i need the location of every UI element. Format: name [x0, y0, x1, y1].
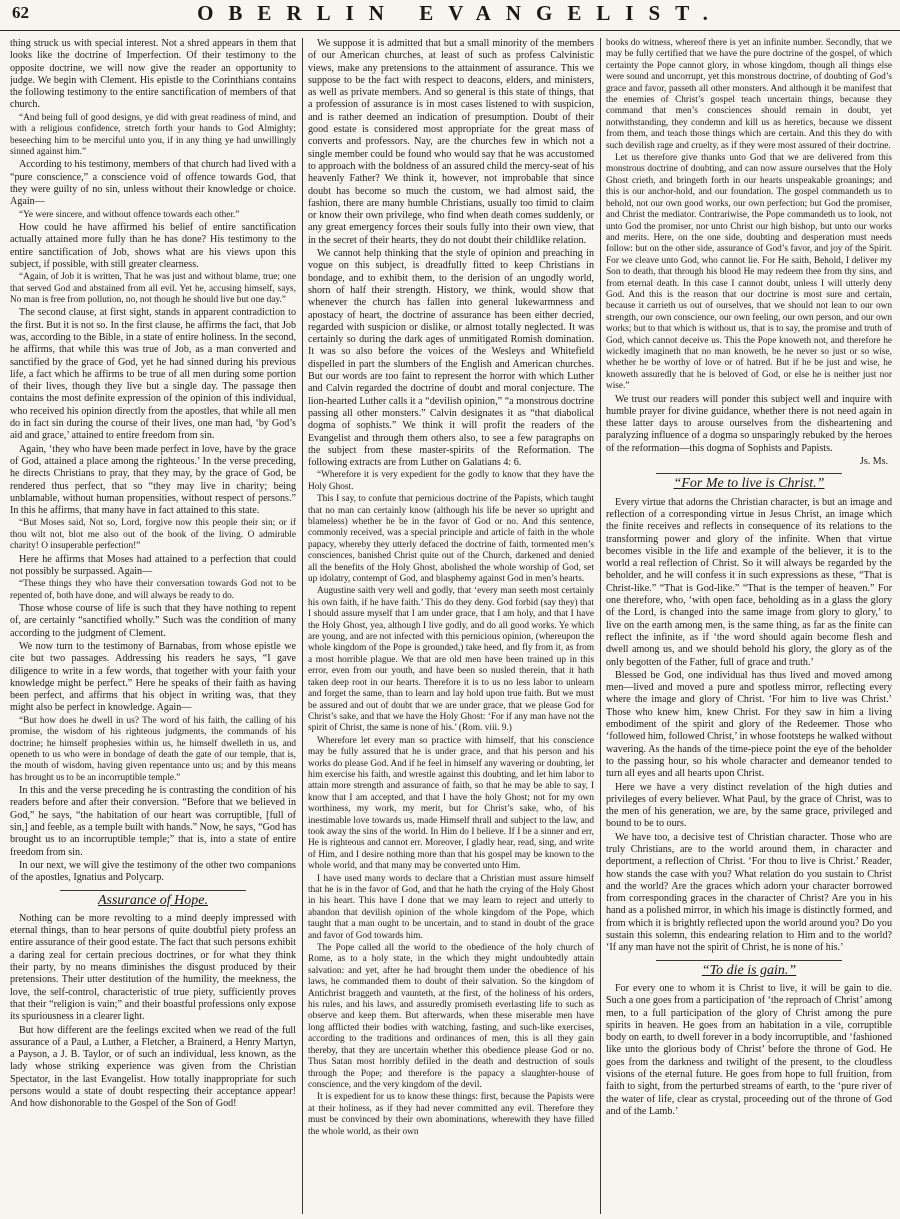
paragraph: For every one to whom it is Christ to live, it will be gain to die. Such a one goes from a participation of ‘the reproach of Christ’ among men, to a full participation of the glory of Christ among the pure spirits in heaven. He goes from an habitation in a vile, corruptible body on earth, to dwell forever in a body incorruptible, and ‘fashioned like unto the glorious body of Christ’ before the throne of God. He goes from the darkness and twilight of the present, to the cloudless visions of the eternal future. He goes from hope to full fruition, from faith to sight, from the perturbed streams of earth, to the ‘pure river of the water of life, clear as crystal, proceeding out of the throne of God and of the Lamb.’ — [606, 982, 892, 1117]
quotation: “But Moses said, Not so, Lord, forgive now this people their sin; or if thou wilt not, blot me also out of the book of the living. O admirable charity! O insuperable perfection!” — [10, 518, 296, 552]
quotation: The Pope called all the world to the obedience of the holy church of Rome, as to a holy state, in the which they might undoubtedly attain salvation: and yet, after he had brought them under the obedience of his laws, he commanded them to doubt of their salvation. So the kingdom of Antichrist braggeth and vaunteth, at the first, of the holiness of his orders, his rules, and his laws, and assuredly promiseth everlasting life to such as observe and keep them. But afterwards, when these miserable men have long afflicted their bodies with watching, fasting, and such-like exercises, according to the traditions and ordinances of men, this is all they gain thereby, that they are uncertain whether this obedience please God or no. Thus Satan most horribly defiled in the death and destruction of souls through the Pope; and therefore is the papacy a slaughter-house of conscience, and the very kingdom of the devil. — [308, 943, 594, 1090]
quotation: This I say, to confute that pernicious doctrine of the Papists, which taught that no man can certainly know (although his life be never so upright and blameless) whether he be in the favor of God or no. And this sentence, commonly received, was a special principle and article of faith in the whole papacy, whereby they utterly defaced the doctrine of faith, tormented men’s consciences, banished Christ quite out of the Church, darkened and denied all the benefits of the Holy Ghost, abolished the whole worship of God, set up idolatry, contempt of God, and blasphemy against God in men’s hearts. — [308, 494, 594, 585]
quotation: “Wherefore it is very expedient for the godly to know that they have the Holy Ghost. — [308, 470, 594, 492]
paragraph: In this and the verse preceding he is contrasting the condition of his readers before and after their conversion. “Before that we believed in God,” he says, “the habitation of our heart was corruptible, [full of sin,] and feeble, as a temple built with hands.” Now, he says, “God has brought us to an incorruptible temple;” that is, into a state of entire freedom from sin. — [10, 785, 296, 858]
quotation: “But how does he dwell in us? The word of his faith, the calling of his promise, the wisdom of his righteous judgments, the commands of his doctrine; he himself prophesies within us, he himself dwelleth in us, and openeth to us who were in bondage of death the gate of our temple, that is, the mouth of wisdom, having given repentance unto us; and by this means has brought us to be an incorruptible temple.” — [10, 715, 296, 783]
quotation: I have used many words to declare that a Christian must assure himself that he is in the favor of God, and that he hath the crying of the Holy Ghost in his heart. This have I done that we may learn to reject and utterly to abandon that devilish opinion of the whole kingdom of the Pope, which taught that a man ought to be uncertain, and to stand in doubt of the grace and favor of God towards him. — [308, 873, 594, 941]
page-number: 62 — [12, 3, 29, 22]
quotation: Augustine saith very well and godly, that ‘every man seeth most certainly his own faith, if he have faith.’ This do they deny. God forbid (say they) that I should assure myself that I am under grace, that I am holy, and that I have the Holy Ghost, yea, although I live godly, and do all good works. Ye which are young, and are not infected with this pernicious opinion, (whereupon the whole kingdom of the Pope is grounded,) take heed, and fly from it, as from a most horrible plague. We that are old men have been trained up in this error, even from our youth, and have been so nusled therein, that it hath taken deep root in our hearts. Therefore it is to us no less labor to unlearn and forget the same, than to learn and lay hold upon true faith. But we must be assured and out of doubt that we are under grace, that we please God for Christ’s sake, and that we have the Holy Ghost: ‘For if any man have not the spirit of Christ, the same is none of his.’ (Rom. viii. 9.) — [308, 586, 594, 734]
column-rule — [302, 38, 303, 1214]
paragraph: In our next, we will give the testimony of the other two companions of the apostles, Ignatius and Polycarp. — [10, 859, 296, 884]
paragraph: Here we have a very distinct revelation of the high duties and privileges of every believer. What Paul, by the grace of Christ, was to the men of his generation, we are, by the same grace, privileged and bound to be to ours. — [606, 781, 892, 830]
quotation: “And being full of good designs, ye did with great readiness of mind, and with a religious confidence, stretch forth your hands to God Almighty; beseeching him to be merciful unto you, if in any thing ye had unwillingly sinned against him.” — [10, 112, 296, 157]
column-rule — [600, 38, 601, 1214]
article-heading-to-live: “For Me to live is Christ.” — [673, 476, 825, 492]
paragraph: The second clause, at first sight, stands in apparent contradiction to the first. But it is not so. In the first clause, he affirms the fact, that Job was, according to the Bible, in a state of entire holiness. In the second, he affirms, that while this was true of Job, as a man converted and sanctified by the grace of God, yet he had sinned during his previous life, a fact which he affirms to be true of all men during some portion of their lives, though they live but a single day. The passage then contains the most definite expression of the opinion of this individual, who received his opinion directly from the apostles, that while all men do in fact sin during the course of their lives, one man had, ‘by God’s aid and grace,’ attained to entire freedom from sin. — [10, 307, 296, 442]
article-heading-to-die: “To die is gain.” — [701, 962, 797, 978]
quotation: books do witness, whereof there is yet an infinite number. Secondly, that we may be fully certified that we have the pure doctrine of the gospel, of which certainty the Pope cannot glory, in whose kingdom, though all things else were sound and uncorrupt, yet this monstrous doctrine, of doubting of God’s grace and favor, passeth all other monsters. And although it be manifest that the enemies of Christ’s gospel teach uncertain things, because they command that men’s consciences should remain in doubt, yet notwithstanding, they condemn and kill us as heretics, because we dissent from them, and teach those things which are certain. And this they do with such devilish rage and cruelty, as if they were most assured of their doctrine. — [606, 38, 892, 151]
paragraph: We trust our readers will ponder this subject well and inquire with humble prayer for divine guidance, whether there is not need again in these latter days to arouse ourselves from the disheartening and paralyzing influence of a dogma so unsparingly rebuked by the heroes of the reformation—this dogma of Sophists and Papists. — [606, 393, 892, 454]
paragraph: We now turn to the testimony of Barnabas, from whose epistle we cite but two passages. Addressing his readers he says, “I gave diligence to write in a few words, that together with your faith your knowledge might be perfect.” Here he speaks of their faith as having been perfect, and affirms that his object in writing was, that they might also be perfect in knowledge. Again— — [10, 640, 296, 714]
paragraph: We cannot help thinking that the style of opinion and preaching in vogue on this subject, is dreadfully fitted to keep Christians in bondage, and to exhibit them, to the derision of an ungodly world, shorn of half their strength. History, we think, would show that whenever the church has fallen into general lukewarmness and apostacy of heart, the doctrine of assurance has been either decried, regarded with suspicion or dislike, or almost totally neglected. It was certainly so during the dark ages of unmitigated Romish domination. It was so also before the voices of the Wesleys and Whitefield dispelled in part the slumbers of the English and American churches. But our words are too faint to represent the horror with which Luther and Calvin regarded the doctrine of doubt and moral conjecture. The lion-hearted Luther calls it a “devilish opinion,” “a monstrous doctrine passing all other monsters.” Calvin designates it as “that diabolical dogma of sophists.” We think it will profit the readers of the Evangelist and through them others also, to see a few paragraphs on the subject from these master-spirits of the Reformation. The following extracts are from Luther on Galatians 4: 6. — [308, 248, 594, 469]
column-1 — [10, 38, 296, 1214]
quotation: Wherefore let every man so practice with himself, that his conscience may be fully assured that he is under grace, and that his person and his works do please God. And if he feel in himself any wavering or doubting, let him exercise his faith, and wrestle against this doubting, and let him labor to attain more strength and assurance of faith, so that he may be able to say, I know that I am accepted, and that I have the holy Ghost; not for my own worthiness, my work, my merit, but for Christ’s sake, who, of his inestimable love towards us, made Himself thrall and subject to the law, and took away the sins of the world. In Him do I believe. If I be a sinner and err, He is righteous and cannot err. Moreover, I gladly hear, read, sing, and write of Him, and I desire nothing more than that his gospel may be known to the whole world, and that many may be converted unto Him. — [308, 735, 594, 872]
paragraph: thing struck us with special interest. Not a shred appears in them that looks like the doctrine of Imperfection. Of their testimony to the opposite doctrine, we will now give the reader an opportunity to judge. We begin with Clement. His epistle to the Corinthians contains the following testimony to the entire sanctification of members of that church. — [10, 38, 296, 111]
running-title: OBERLIN EVANGELIST. — [197, 1, 723, 25]
paragraph: Here he affirms that Moses had attained to a perfection that could not possibly be surpassed. Again— — [10, 553, 296, 577]
paragraph: We have too, a decisive test of Christian character. Those who are truly Christians, are to the world around them, in character and deportment, a reflection of Christ. ‘For thou to live is Christ.’ Reader, how stands the case with you? What relation do you sustain to Christ and the world? Are the graces which adorn your character borrowed from corresponding graces in the character of Christ? Are you in his hand as a polished mirror, in which his image is distinctly formed, and from which it is brightly reflected upon the world around you? Do you sustain this solemn, this endearing relation to Him and to the world? ‘If any man have not the spirit of Christ, he is none of his.’ — [606, 831, 892, 954]
column-3 — [606, 38, 892, 1214]
paragraph: Blessed be God, one individual has thus lived and moved among men—lived and moved a pure and spotless mirror, reflecting every where the image and glory of Christ. ‘For him to live was Christ.’ Those who knew him, knew Christ. For they saw in him a living embodiment of the spirit and glory of the Redeemer. Those who ‘followed him, followed Christ,’ in whose footsteps he walked without wavering. As the hands of the time-piece point the eye of the beholder to the passing hour, so his whole character and demeanor tended to turn all eyes and all hearts upon Christ. — [606, 669, 892, 780]
paragraph: Nothing can be more revolting to a mind deeply impressed with eternal things, than to hear persons of quite doubtful piety profess an entire assurance of their good estate. The fact that such persons exhibit a daring zeal for certain precious doctrines, or for what they think their party, by no means diminishes the disgust produced by their pretensions. Their utter destitution of the humility, the meekness, the love, the self-control, characteristic of true piety, sufficiently proves that their “religion is vain;” and their boastful professions only expose its spuriousness in a clearer light. — [10, 912, 296, 1023]
section-divider — [656, 960, 842, 961]
paragraph: Those whose course of life is such that they have nothing to repent of, are certainly “sanctified wholly.” Such was the condition of many according to the judgment of Clement. — [10, 603, 296, 639]
quotation: It is expedient for us to know these things: first, because the Papists were at their holiness, as if they had never committed any evil. Therefore they must be convinced by their own abominations, wherewith they have filled the whole world, as their own — [308, 1092, 594, 1137]
paragraph: We suppose it is admitted that but a small minority of the members of our American churches, at least of such as profess Calvinistic views, make any pretensions to the attainment of assurance. This we suppose to be the fact with respect to deacons, elders, and ministers, as well as private members. And so general is this state of things, that a profession of assurance is in most cases listened to with suspicion, and is rather deemed an indication of presumption. Doubt of their good estate is considered most appropriate for the great mass of converts and professors. Nay, are the churches few in which not a single member could be found who would say that he was accustomed to approach with the boldness of an assured child the mercy-seat of his heavenly Father? We think it, however, not improbable that since doubt has become so much the custom, we had almost said, the fashion, there are many humble Christians, usually too timid to claim or know their own privilege, who find when death comes suddenly, or any great emergency forces their souls fully into their own view, that in the secret of their hearts, they do not doubt their childlike relation. — [308, 38, 594, 246]
paragraph: According to his testimony, members of that church had lived with a “pure conscience,” a conscience void of offence towards God, that they were guilty of no sin, unless without their knowledge or choice. Again— — [10, 159, 296, 208]
section-divider — [60, 890, 246, 891]
article-heading-assurance: Assurance of Hope. — [97, 892, 209, 908]
paragraph: But how different are the feelings excited when we read of the full assurance of a Paul, a Luther, a Fletcher, a Brainerd, a Henry Martyn, a Payson, a J. B. Taylor, or of such an individual, less known, as the lady whose striking experience was given from the Christian Spectator, in the last Evangelist. How totally inappropriate for such persons would a state of doubt respecting their acceptance appear! And how dishonorable to the Gospel of the Son of God! — [10, 1024, 296, 1110]
quotation: Let us therefore give thanks unto God that we are delivered from this monstrous doctrine of doubting, and can now assure ourselves that the Holy Ghost crieth, and bringeth forth in our hearts unspeakable groanings; and this is our anchor-hold, and our foundation. The gospel commandeth us to behold, not our own good works, our own perfection; but God the promiser, and Christ the mediator. Contrariwise, the Pope commandeth us to look, not unto God the promiser, nor unto Christ our high bishop, but unto our works and merits. Here, on the one side, doubting and desperation must needs follow: but on the other side, assurance of God’s favor, and joy of the Spirit. For we cleave unto God, who cannot lie. For He saith, Behold, I deliver my Son to death, that through his blood He may redeem thee from thy sins, and from eternal death. In this case I cannot doubt, unless I will utterly deny God. And this is the reason that our doctrine is most sure and certain, because it carrieth us out of ourselves, that we should not lean to our own strength, our own conscience, our own feeling, our own person, and our own works; but to that which is without us, that is to say, the promise and truth of God, which cannot deceive us. This the Pope knoweth not, and therefore he wickedly imagineth that no man knoweth, be he never so just or so wise, whether he be worthy of love or of hatred. But if he be just and wise, he knoweth assuredly that he is beloved of God, or else he is neither just nor wise.” — [606, 153, 892, 392]
quotation: “These things they who have their conversation towards God not to be repented of, both have done, and will always be ready to do. — [10, 579, 296, 601]
quotation: “Ye were sincere, and without offence towards each other.” — [19, 209, 240, 220]
section-divider — [656, 473, 842, 474]
paragraph: Again, ‘they who have been made perfect in love, have by the grace of God, attained a place among the righteous.’ In the verse preceding, he directs Christians to pray, that they may, by the grace of God, be rendered thus perfect, that so “they may live in charity; being unblamable, without human propensities, without respect of persons.” In this he affirms, that many have in fact attained to this state. — [10, 443, 296, 517]
columns — [10, 38, 892, 1214]
author-signature: Js. Ms. — [859, 456, 888, 468]
paragraph: How could he have affirmed his belief of entire sanctification actually attained more fully than he has done? His testimony to the entire sanctification of Job, shows what are his views upon this subject, if possible, with still greater clearness. — [10, 222, 296, 270]
quotation: “Again, of Job it is written, That he was just and without blame, true; one that served God and abstained from all evil. Yet he, accusing himself, says, No man is free from pollution, no, not though he should live but one day.” — [10, 272, 296, 305]
masthead — [0, 0, 900, 31]
paragraph: Every virtue that adorns the Christian character, is but an image and reflection of a corresponding virtue in Jesus Christ, an image which the finite receives and reflects in consequence of its relations to the transforming power and glory of the infinite. When that virtue becomes visible in the life and example of the believer, it is to the world a real reflection of Christ. So it will always be regarded by the beholder, and he will confess it in such expressions as these, “That is Christ-like.” “That is God-like.” “That is the temper of heaven.” For one therefore, who, ‘with open face, beholding as in a glass the glory of the Lord, is changed into the same image from glory to glory,’ to live on the earth among men, is the same thing, as far as the finite can reflect the infinite, as if ‘the word should again become flesh and dwell among us, and we should behold his glory, the glory as of the only begotten of the Father, full of grace and truth.’ — [606, 496, 892, 668]
column-2 — [308, 38, 594, 1214]
